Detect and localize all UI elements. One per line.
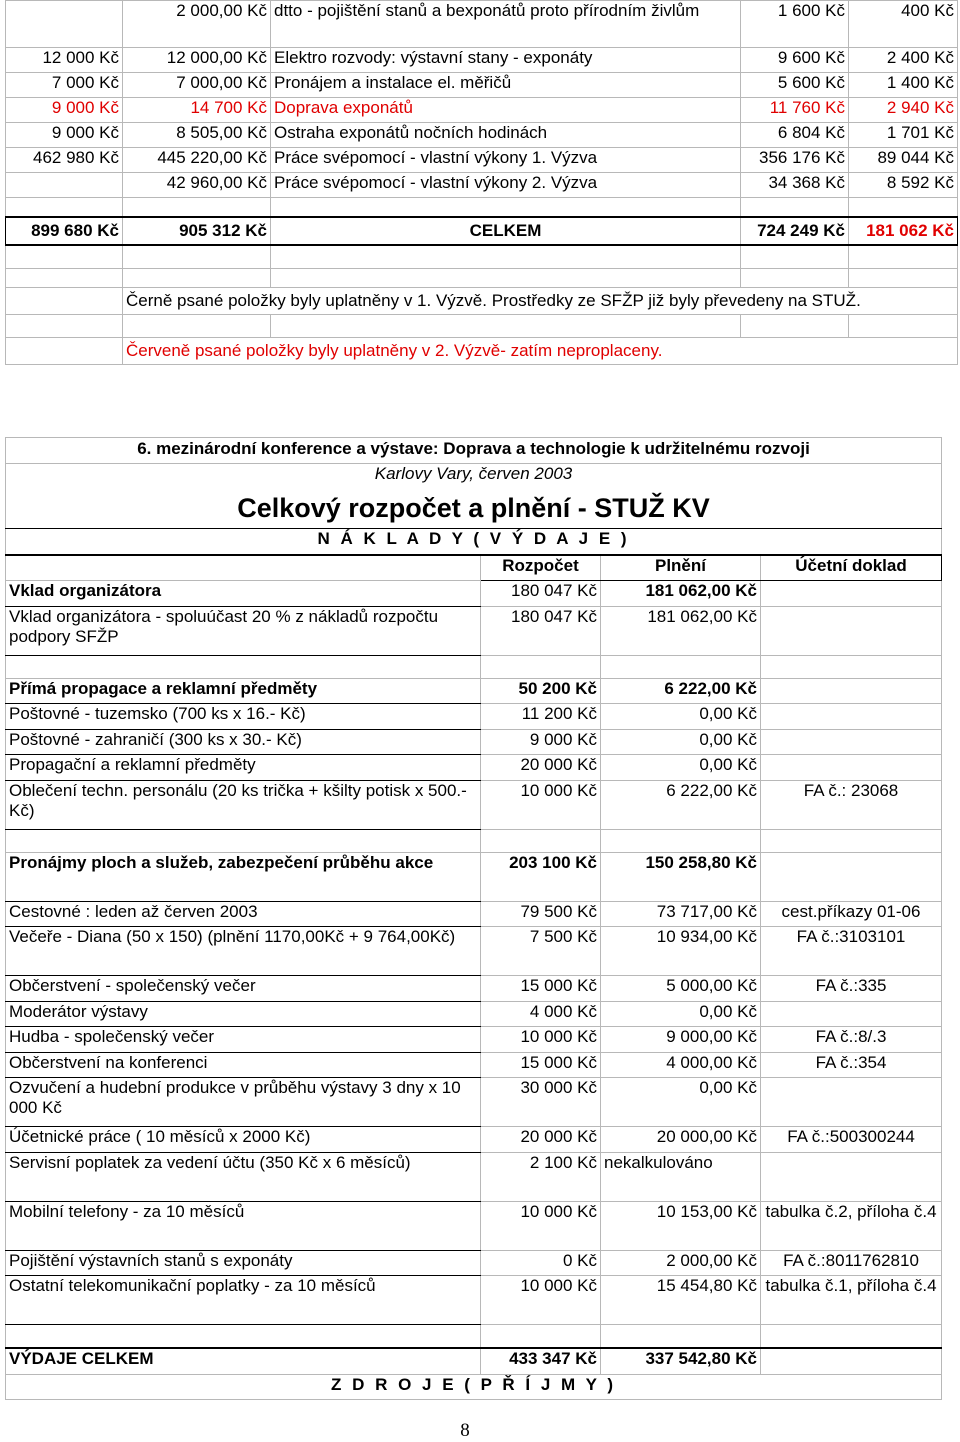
row-fulfilment: 0,00 Kč bbox=[601, 1078, 761, 1127]
amount-b: 14 700 Kč bbox=[123, 98, 271, 123]
row-budget: 433 347 Kč bbox=[481, 1348, 601, 1374]
budget-row bbox=[6, 1276, 942, 1325]
amount-a: 462 980 Kč bbox=[6, 148, 123, 173]
row-label: Pojištění výstavních stanů s exponáty bbox=[6, 1250, 481, 1276]
row-document bbox=[761, 581, 942, 607]
row-budget: 15 000 Kč bbox=[481, 1052, 601, 1078]
item-description: Práce svépomocí - vlastní výkony 1. Výzva bbox=[271, 148, 741, 173]
spacer-row bbox=[6, 1325, 942, 1349]
row-fulfilment: nekalkulováno bbox=[601, 1152, 761, 1201]
row-fulfilment: 10 934,00 Kč bbox=[601, 927, 761, 976]
row-document: FA č.:3103101 bbox=[761, 927, 942, 976]
summary-row bbox=[6, 73, 958, 98]
row-budget: 20 000 Kč bbox=[481, 755, 601, 781]
row-label: Ostatní telekomunikační poplatky - za 10 měsíců bbox=[6, 1276, 481, 1325]
row-label: Servisní poplatek za vedení účtu (350 Kč x 6 měsíců) bbox=[6, 1152, 481, 1201]
row-document bbox=[761, 852, 942, 901]
row-document: tabulka č.1, příloha č.4 bbox=[761, 1276, 942, 1325]
spacer-row bbox=[6, 198, 958, 218]
amount-c: 34 368 Kč bbox=[741, 173, 849, 198]
row-label: Vklad organizátora - spoluúčast 20 % z nákladů rozpočtu podpory SFŽP bbox=[6, 606, 481, 655]
row-fulfilment: 6 222,00 Kč bbox=[601, 678, 761, 704]
budget-row bbox=[6, 1152, 942, 1201]
row-fulfilment: 0,00 Kč bbox=[601, 729, 761, 755]
budget-row bbox=[6, 581, 942, 607]
row-fulfilment: 2 000,00 Kč bbox=[601, 1250, 761, 1276]
row-document: FA č.:335 bbox=[761, 976, 942, 1002]
row-label: Večeře - Diana (50 x 150) (plnění 1170,00Kč + 9 764,00Kč) bbox=[6, 927, 481, 976]
row-document bbox=[761, 606, 942, 655]
amount-b: 42 960,00 Kč bbox=[123, 173, 271, 198]
note-row bbox=[6, 288, 958, 315]
row-document: FA č.: 23068 bbox=[761, 780, 942, 829]
col-budget-header: Rozpočet bbox=[481, 555, 601, 581]
total-amount-b: 905 312 Kč bbox=[123, 217, 271, 245]
row-label: Oblečení techn. personálu (20 ks trička + kšilty potisk x 500.- Kč) bbox=[6, 780, 481, 829]
row-label: Hudba - společenský večer bbox=[6, 1027, 481, 1053]
budget-row bbox=[6, 927, 942, 976]
row-budget: 180 047 Kč bbox=[481, 581, 601, 607]
row-fulfilment: 0,00 Kč bbox=[601, 704, 761, 730]
row-fulfilment: 4 000,00 Kč bbox=[601, 1052, 761, 1078]
row-budget: 7 500 Kč bbox=[481, 927, 601, 976]
amount-a: 12 000 Kč bbox=[6, 48, 123, 73]
income-row bbox=[6, 1374, 942, 1400]
row-label: Moderátor výstavy bbox=[6, 1001, 481, 1027]
row-budget: 2 100 Kč bbox=[481, 1152, 601, 1201]
spacer-row bbox=[6, 655, 942, 678]
summary-row bbox=[6, 48, 958, 73]
budget-row bbox=[6, 1001, 942, 1027]
budget-row bbox=[6, 1201, 942, 1250]
row-fulfilment: 10 153,00 Kč bbox=[601, 1201, 761, 1250]
item-description: Doprava exponátů bbox=[271, 98, 741, 123]
spacer-row bbox=[6, 829, 942, 852]
row-fulfilment: 0,00 Kč bbox=[601, 1001, 761, 1027]
row-label: Mobilní telefony - za 10 měsíců bbox=[6, 1201, 481, 1250]
summary-row bbox=[6, 98, 958, 123]
note-red: Červeně psané položky byly uplatněny v 2. Výzvě- zatím neproplaceny. bbox=[123, 338, 958, 365]
row-fulfilment: 73 717,00 Kč bbox=[601, 901, 761, 927]
row-document bbox=[761, 1348, 942, 1374]
spacer-row bbox=[6, 269, 958, 288]
row-label: Poštovné - zahraničí (300 ks x 30.- Kč) bbox=[6, 729, 481, 755]
row-document bbox=[761, 678, 942, 704]
amount-c: 5 600 Kč bbox=[741, 73, 849, 98]
budget-row bbox=[6, 1052, 942, 1078]
budget-row bbox=[6, 976, 942, 1002]
row-document: tabulka č.2, příloha č.4 bbox=[761, 1201, 942, 1250]
item-description: Pronájem a instalace el. měřičů bbox=[271, 73, 741, 98]
row-budget: 20 000 Kč bbox=[481, 1127, 601, 1153]
row-document: FA č.:8/.3 bbox=[761, 1027, 942, 1053]
row-label: Vklad organizátora bbox=[6, 581, 481, 607]
budget-row bbox=[6, 901, 942, 927]
amount-b: 2 000,00 Kč bbox=[123, 1, 271, 48]
row-document: FA č.:500300244 bbox=[761, 1127, 942, 1153]
amount-c: 356 176 Kč bbox=[741, 148, 849, 173]
budget-row bbox=[6, 606, 942, 655]
note-row bbox=[6, 338, 958, 365]
row-label: VÝDAJE CELKEM bbox=[6, 1348, 481, 1374]
row-label: Poštovné - tuzemsko (700 ks x 16.- Kč) bbox=[6, 704, 481, 730]
row-fulfilment: 337 542,80 Kč bbox=[601, 1348, 761, 1374]
row-document: FA č.:354 bbox=[761, 1052, 942, 1078]
document-title: Celkový rozpočet a plnění - STUŽ KV bbox=[6, 488, 942, 529]
amount-d: 89 044 Kč bbox=[849, 148, 958, 173]
budget-row bbox=[6, 704, 942, 730]
row-fulfilment: 150 258,80 Kč bbox=[601, 852, 761, 901]
budget-table bbox=[5, 437, 942, 1400]
total-row bbox=[6, 217, 958, 245]
row-document bbox=[761, 1078, 942, 1127]
row-fulfilment: 9 000,00 Kč bbox=[601, 1027, 761, 1053]
column-header-row bbox=[6, 555, 942, 581]
page-number: 8 bbox=[460, 1420, 470, 1441]
budget-row bbox=[6, 1348, 942, 1374]
row-budget: 180 047 Kč bbox=[481, 606, 601, 655]
row-label: Cestovné : leden až červen 2003 bbox=[6, 901, 481, 927]
row-document bbox=[761, 729, 942, 755]
summary-row bbox=[6, 173, 958, 198]
summary-row bbox=[6, 123, 958, 148]
row-budget: 15 000 Kč bbox=[481, 976, 601, 1002]
conference-subheading: Karlovy Vary, červen 2003 bbox=[6, 463, 942, 488]
row-document: cest.příkazy 01-06 bbox=[761, 901, 942, 927]
row-label: Přímá propagace a reklamní předměty bbox=[6, 678, 481, 704]
amount-b: 445 220,00 Kč bbox=[123, 148, 271, 173]
income-label: Z D R O J E ( P Ř Í J M Y ) bbox=[6, 1374, 942, 1400]
conference-heading: 6. mezinárodní konference a výstave: Doprava a technologie k udržitelnému rozvoji bbox=[6, 438, 942, 464]
amount-c: 6 804 Kč bbox=[741, 123, 849, 148]
summary-row bbox=[6, 1, 958, 48]
budget-row bbox=[6, 1250, 942, 1276]
row-label: Propagační a reklamní předměty bbox=[6, 755, 481, 781]
item-description: Ostraha exponátů nočních hodinách bbox=[271, 123, 741, 148]
budget-row bbox=[6, 852, 942, 901]
budget-row bbox=[6, 1027, 942, 1053]
row-document bbox=[761, 1001, 942, 1027]
budget-row bbox=[6, 780, 942, 829]
row-budget: 10 000 Kč bbox=[481, 1201, 601, 1250]
budget-row bbox=[6, 729, 942, 755]
row-budget: 9 000 Kč bbox=[481, 729, 601, 755]
spacer-row bbox=[6, 315, 958, 338]
summary-row bbox=[6, 148, 958, 173]
note-black: Černě psané položky byly uplatněny v 1. Výzvě. Prostředky ze SFŽP již byly převedeny na STUŽ. bbox=[123, 288, 958, 315]
summary-table bbox=[5, 0, 958, 365]
budget-row bbox=[6, 678, 942, 704]
col-doc-header: Účetní doklad bbox=[761, 555, 942, 581]
amount-a: 9 000 Kč bbox=[6, 123, 123, 148]
row-label: Občerstvení na konferenci bbox=[6, 1052, 481, 1078]
row-budget: 10 000 Kč bbox=[481, 1276, 601, 1325]
row-document bbox=[761, 704, 942, 730]
row-budget: 30 000 Kč bbox=[481, 1078, 601, 1127]
amount-d: 1 400 Kč bbox=[849, 73, 958, 98]
row-fulfilment: 0,00 Kč bbox=[601, 755, 761, 781]
row-document: FA č.:8011762810 bbox=[761, 1250, 942, 1276]
row-label: Ozvučení a hudební produkce v průběhu výstavy 3 dny x 10 000 Kč bbox=[6, 1078, 481, 1127]
amount-d: 2 940 Kč bbox=[849, 98, 958, 123]
amount-c: 9 600 Kč bbox=[741, 48, 849, 73]
amount-a bbox=[6, 1, 123, 48]
row-document bbox=[761, 1152, 942, 1201]
row-budget: 0 Kč bbox=[481, 1250, 601, 1276]
row-budget: 50 200 Kč bbox=[481, 678, 601, 704]
row-label: Občerstvení - společenský večer bbox=[6, 976, 481, 1002]
amount-a: 7 000 Kč bbox=[6, 73, 123, 98]
row-label: Účetnické práce ( 10 měsíců x 2000 Kč) bbox=[6, 1127, 481, 1153]
row-document bbox=[761, 755, 942, 781]
total-amount-a: 899 680 Kč bbox=[6, 217, 123, 245]
row-budget: 203 100 Kč bbox=[481, 852, 601, 901]
amount-b: 7 000,00 Kč bbox=[123, 73, 271, 98]
amount-a bbox=[6, 173, 123, 198]
row-fulfilment: 181 062,00 Kč bbox=[601, 581, 761, 607]
budget-row bbox=[6, 755, 942, 781]
amount-c: 11 760 Kč bbox=[741, 98, 849, 123]
row-budget: 11 200 Kč bbox=[481, 704, 601, 730]
amount-d: 2 400 Kč bbox=[849, 48, 958, 73]
amount-c: 1 600 Kč bbox=[741, 1, 849, 48]
total-amount-d: 181 062 Kč bbox=[849, 217, 958, 245]
col-fulfil-header: Plnění bbox=[601, 555, 761, 581]
amount-b: 12 000,00 Kč bbox=[123, 48, 271, 73]
row-fulfilment: 15 454,80 Kč bbox=[601, 1276, 761, 1325]
amount-d: 400 Kč bbox=[849, 1, 958, 48]
item-description: Práce svépomocí - vlastní výkony 2. Výzva bbox=[271, 173, 741, 198]
row-budget: 4 000 Kč bbox=[481, 1001, 601, 1027]
row-label: Pronájmy ploch a služeb, zabezpečení průběhu akce bbox=[6, 852, 481, 901]
budget-row bbox=[6, 1078, 942, 1127]
budget-row bbox=[6, 1127, 942, 1153]
row-budget: 10 000 Kč bbox=[481, 1027, 601, 1053]
amount-a: 9 000 Kč bbox=[6, 98, 123, 123]
item-description: dtto - pojištění stanů a bexponátů proto přírodním živlům bbox=[271, 1, 741, 48]
row-budget: 10 000 Kč bbox=[481, 780, 601, 829]
row-budget: 79 500 Kč bbox=[481, 901, 601, 927]
amount-b: 8 505,00 Kč bbox=[123, 123, 271, 148]
spacer-row bbox=[6, 245, 958, 269]
row-fulfilment: 181 062,00 Kč bbox=[601, 606, 761, 655]
row-fulfilment: 20 000,00 Kč bbox=[601, 1127, 761, 1153]
row-fulfilment: 5 000,00 Kč bbox=[601, 976, 761, 1002]
total-label: CELKEM bbox=[271, 217, 741, 245]
amount-d: 1 701 Kč bbox=[849, 123, 958, 148]
total-amount-c: 724 249 Kč bbox=[741, 217, 849, 245]
row-fulfilment: 6 222,00 Kč bbox=[601, 780, 761, 829]
item-description: Elektro rozvody: výstavní stany - exponáty bbox=[271, 48, 741, 73]
amount-d: 8 592 Kč bbox=[849, 173, 958, 198]
costs-label: N Á K L A D Y ( V Ý D A J E ) bbox=[6, 529, 942, 555]
